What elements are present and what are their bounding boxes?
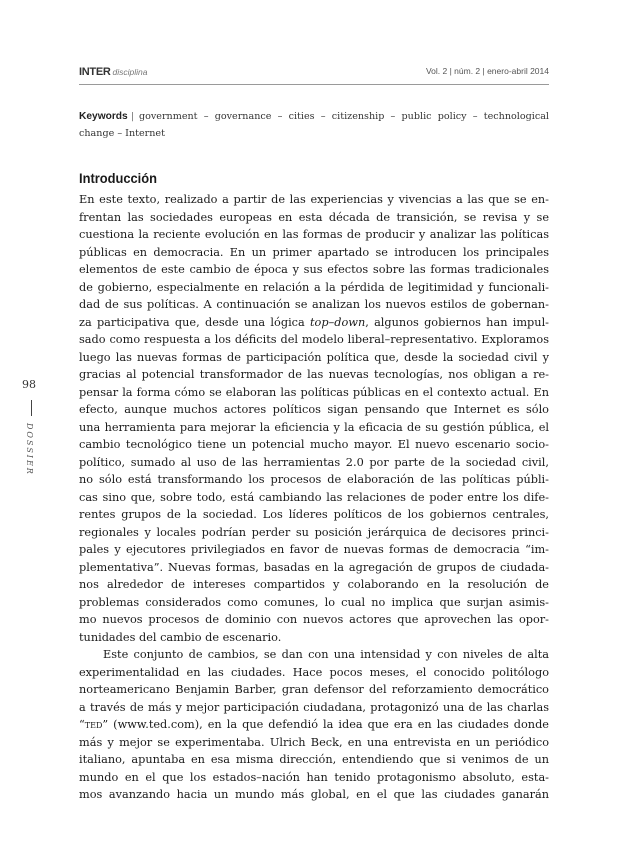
text-line: mundo en el que los estados–nación han tenido protagonismo absoluto, esta- bbox=[79, 770, 549, 784]
page-margin-info bbox=[20, 378, 40, 478]
section-title: Introducción bbox=[79, 170, 157, 186]
text-line: problemas considerados como comunes, lo cual no implica que surjan asimis- bbox=[79, 595, 549, 609]
text-line: plementativa”. Nuevas formas, basadas en la agregación de grupos de ciudada- bbox=[79, 560, 549, 574]
keywords-block bbox=[79, 108, 549, 142]
text-segment: , algunos gobiernos han impul- bbox=[365, 315, 549, 329]
text-line: públicas en democracia. En un primer apartado se introducen los principales bbox=[79, 245, 549, 259]
keywords-separator: | bbox=[130, 111, 134, 122]
text-line: cambio tecnológico tiene un potencial mucho mayor. El nuevo escenario socio- bbox=[79, 438, 549, 451]
text-line: regionales y locales podrían perder su posición jerárquica de decisores princi- bbox=[79, 525, 549, 539]
text-line-emphasis bbox=[79, 314, 549, 332]
keywords-line-2: change – Internet bbox=[79, 128, 165, 139]
keywords-text-1: government – governance – cities – citizenship – public policy – technological bbox=[138, 111, 549, 122]
journal-logo bbox=[79, 66, 147, 78]
text-line: pensar la forma cómo se elaboran las políticas públicas en el contexto actual. En bbox=[79, 385, 549, 399]
text-line: más y mejor se experimentaba. Ulrich Beck, en una entrevista en un periódico bbox=[79, 735, 549, 749]
text-line: no sólo está transformando los procesos de elaboración de las políticas públi- bbox=[79, 473, 549, 486]
text-line: frentan las sociedades europeas en esta década de transición, se revisa y se bbox=[79, 210, 549, 224]
text-line: cuestiona la reciente evolución en las formas de producir y analizar las políticas bbox=[79, 228, 549, 241]
text-segment: “ bbox=[79, 718, 85, 731]
text-segment: za participativa que, desde una lógica bbox=[79, 315, 311, 329]
text-line: mos avanzando hacia un mundo más global, en el que las ciudades ganarán bbox=[79, 788, 549, 801]
text-line: norteamericano Benjamin Barber, gran defensor del reforzamiento democrático bbox=[79, 683, 549, 696]
header-divider bbox=[79, 84, 549, 85]
text-segment: ” (www.ted.com), en la que defendió la idea que era en las ciudades donde bbox=[102, 718, 549, 731]
paragraph-1 bbox=[79, 191, 549, 646]
text-line: En este texto, realizado a partir de las experiencias y vivencias a las que se en- bbox=[79, 193, 549, 206]
journal-brand: INTER bbox=[79, 66, 111, 78]
keywords-label: Keywords bbox=[79, 111, 128, 122]
text-line: tunidades del cambio de escenario. bbox=[79, 630, 282, 644]
text-line: de gobierno, especialmente en relación a la pérdida de legitimidad y funcionali- bbox=[79, 280, 549, 294]
text-line: Este conjunto de cambios, se dan con una intensidad y con niveles de alta bbox=[103, 648, 549, 661]
text-line: efecto, aunque muchos actores políticos sigan pensando que Internet es sólo bbox=[79, 403, 549, 416]
text-line-ted bbox=[79, 716, 549, 734]
text-line: mo nuevos procesos de dominio con nuevos actores que aprovechen las opor- bbox=[79, 613, 549, 626]
text-line: pales y ejecutores privilegiados en favor de nuevas formas de democracia “im- bbox=[79, 543, 549, 556]
article-body bbox=[79, 191, 549, 804]
text-line: experimentalidad en las ciudades. Hace pocos meses, el conocido politólogo bbox=[79, 665, 549, 679]
text-line: una herramienta para mejorar la eficiencia y la eficacia de su gestión pública, el bbox=[79, 420, 549, 434]
text-line: cas sino que, sobre todo, está cambiando las relaciones de poder entre los dife- bbox=[79, 490, 549, 504]
text-line: elementos de este cambio de época y sus efectos sobre las formas tradicionales bbox=[79, 263, 549, 276]
section-label: DOSSIER bbox=[25, 423, 34, 476]
text-line: italiano, apuntaba en esa misma dirección, entendiendo que si venimos de un bbox=[79, 753, 549, 766]
emphasis-top-down: top–down bbox=[310, 315, 366, 329]
text-line: político, sumado al uso de las herramientas 2.0 por parte de la sociedad civil, bbox=[79, 455, 549, 469]
text-line: nos alrededor de intereses compartidos y colaborando en la resolución de bbox=[79, 578, 549, 591]
paragraph-2 bbox=[79, 646, 549, 804]
text-line: luego las nuevas formas de participación política que, desde la sociedad civil y bbox=[79, 350, 549, 364]
text-line: sado como respuesta a los déficits del modelo liberal–representativo. Exploramos bbox=[79, 333, 549, 346]
text-line: a través de más y mejor participación ciudadana, protagonizó una de las charlas bbox=[79, 700, 549, 714]
keywords-line-1 bbox=[79, 108, 549, 125]
text-line: dad de sus políticas. A continuación se analizan los nuevos estilos de gobernan- bbox=[79, 298, 549, 311]
ted-small-caps: ted bbox=[84, 718, 103, 731]
journal-brand-sub: disciplina bbox=[112, 67, 148, 77]
text-line: rentes grupos de la sociedad. Los líderes políticos de los gobiernos centrales, bbox=[79, 508, 549, 521]
page-number: 98 bbox=[22, 378, 36, 391]
margin-divider bbox=[31, 400, 32, 416]
text-line: gracias al potencial transformador de las nuevas tecnologías, nos obligan a re- bbox=[79, 368, 549, 381]
issue-info: Vol. 2 | núm. 2 | enero-abril 2014 bbox=[425, 66, 549, 76]
